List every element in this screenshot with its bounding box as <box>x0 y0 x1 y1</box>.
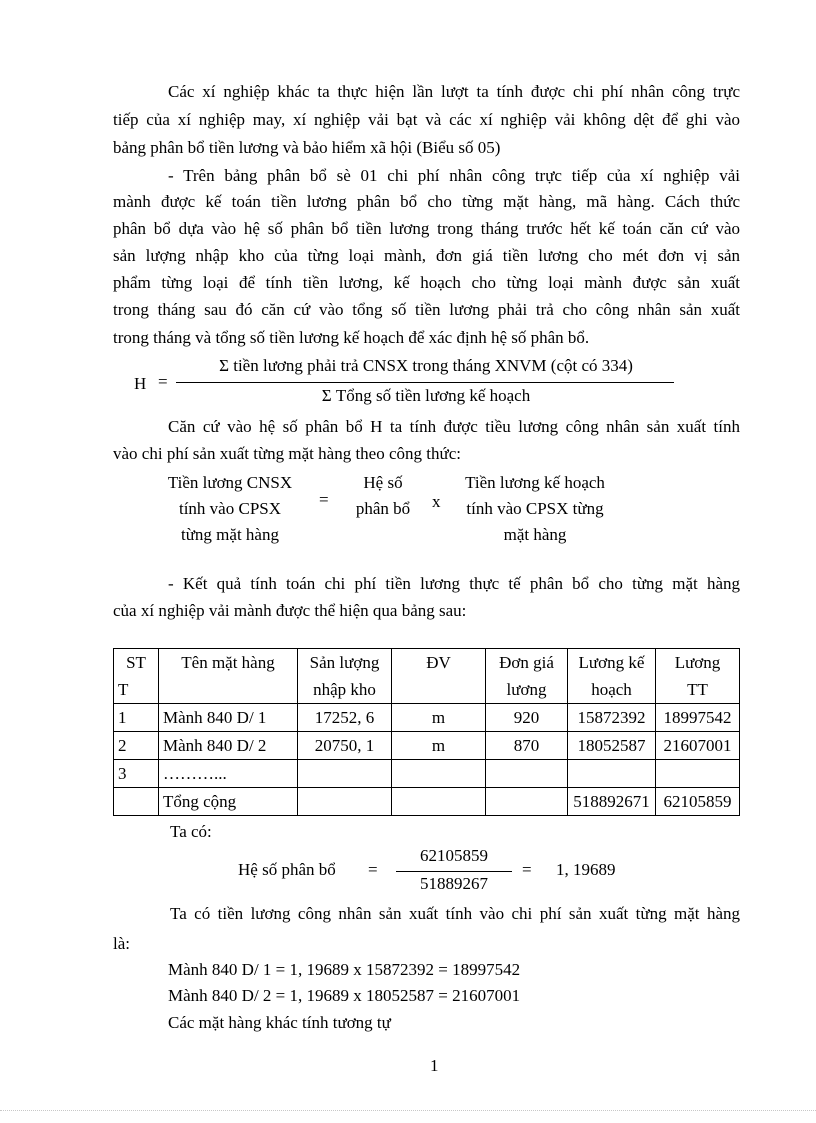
formula2-equals: = <box>319 490 329 509</box>
ta-co-label: Ta có: <box>170 822 212 841</box>
para2-line-5: phẩm từng loại để tính tiền lương, kế hoạch cho từng loại mành được sản xuất <box>113 273 740 292</box>
header-luong-ke-hoach: Lương kế hoạch <box>568 649 656 704</box>
formula2-term-b <box>346 470 420 522</box>
para2-line-2: mành được kế toán tiền lương phân bổ cho từng mặt hàng, mã hàng. Cách thức <box>113 192 740 211</box>
formula2-term-a-line: từng mặt hàng <box>181 525 279 544</box>
para4-line-1: - Kết quả tính toán chi phí tiền lương thực tế phân bổ cho từng mặt hàng <box>168 574 740 593</box>
formula2-times: x <box>432 492 441 511</box>
cell-name: Mành 840 D/ 1 <box>159 704 298 732</box>
cell-name: Mành 840 D/ 2 <box>159 732 298 760</box>
cell-total-label: Tổng cộng <box>159 788 298 816</box>
para4-line-2: của xí nghiệp vải mành được thể hiện qua bảng sau: <box>113 601 467 620</box>
para1-line-1: Các xí nghiệp khác ta thực hiện lần lượt ta tính được chi phí nhân công trực <box>168 82 740 101</box>
cell-total-planned-wage: 518892671 <box>568 788 656 816</box>
header-dv: ĐV <box>392 649 486 704</box>
cell-quantity: 20750, 1 <box>298 732 392 760</box>
cell-unit-price: 870 <box>486 732 568 760</box>
formula2-term-b-line: Hệ số <box>363 473 403 492</box>
calc-line-2: Mành 840 D/ 2 = 1, 19689 x 18052587 = 21607001 <box>168 986 521 1005</box>
formula3-denominator: 51889267 <box>420 874 488 893</box>
header-san-luong: Sản lượng nhập kho <box>298 649 392 704</box>
page-bottom-divider <box>0 1110 816 1111</box>
cell-planned-wage: 18052587 <box>568 732 656 760</box>
calc-line-3: Các mặt hàng khác tính tương tự <box>168 1013 391 1032</box>
cell-unit-price <box>486 788 568 816</box>
para5-line-2: là: <box>113 934 130 953</box>
formula3-result: 1, 19689 <box>556 860 616 879</box>
wage-allocation-table <box>113 648 740 816</box>
formula2-term-c-line: Tiền lương kế hoạch <box>465 473 605 492</box>
formula3-equals: = <box>368 860 378 879</box>
cell-quantity: 17252, 6 <box>298 704 392 732</box>
cell-actual-wage: 18997542 <box>656 704 740 732</box>
cell-unit-price: 920 <box>486 704 568 732</box>
cell-stt: 3 <box>114 760 159 788</box>
cell-planned-wage: 15872392 <box>568 704 656 732</box>
table-total-row <box>114 788 740 816</box>
para2-line-3: phân bổ dựa vào hệ số phân bổ tiền lương trong tháng trước hết kế toán căn cứ vào <box>113 219 740 238</box>
table-row <box>114 760 740 788</box>
formula2-term-c <box>450 470 620 548</box>
formula3-numerator: 62105859 <box>420 846 488 865</box>
cell-unit <box>392 788 486 816</box>
para5-line-1: Ta có tiền lương công nhân sản xuất tính vào chi phí sản xuất từng mặt hàng <box>170 904 740 923</box>
para2-line-6: trong tháng sau đó căn cứ vào tổng số tiền lương phải trả cho công nhân sản xuất <box>113 300 740 319</box>
cell-name: ………... <box>159 760 298 788</box>
header-ten-mat-hang: Tên mặt hàng <box>159 649 298 704</box>
para2-line-4: sản lượng nhập kho của từng loại mành, đơn giá tiền lương cho mét đơn vị sản <box>113 246 740 265</box>
cell-unit: m <box>392 704 486 732</box>
table-row <box>114 732 740 760</box>
header-don-gia: Đơn giá lương <box>486 649 568 704</box>
formula-h-denominator: Σ Tổng số tiền lương kế hoạch <box>321 386 531 405</box>
formula2-term-a-line: tính vào CPSX <box>178 499 282 518</box>
para2-line-1: - Trên bảng phân bổ sè 01 chi phí nhân công trực tiếp của xí nghiệp vải <box>168 166 740 185</box>
formula2-term-c-line: tính vào CPSX từng <box>466 499 604 518</box>
para1-line-3: bảng phân bổ tiền lương và bảo hiểm xã hội (Biểu số 05) <box>113 138 501 157</box>
cell-unit <box>392 760 486 788</box>
formula-h-fraction-bar <box>176 382 674 383</box>
cell-stt <box>114 788 159 816</box>
table-header-row <box>114 649 740 704</box>
formula3-label: Hệ số phân bổ <box>238 860 336 879</box>
calc-line-1: Mành 840 D/ 1 = 1, 19689 x 15872392 = 18997542 <box>168 960 521 979</box>
formula2-term-a <box>162 470 298 548</box>
cell-actual-wage <box>656 760 740 788</box>
cell-stt: 1 <box>114 704 159 732</box>
formula2-term-b-line: phân bổ <box>355 499 411 518</box>
para3-line-2: vào chi phí sản xuất từng mặt hàng theo công thức: <box>113 444 461 463</box>
cell-quantity <box>298 788 392 816</box>
para2-line-7: trong tháng và tổng số tiền lương kế hoạch để xác định hệ số phân bổ. <box>113 328 590 347</box>
formula-h-numerator: Σ tiền lương phải trả CNSX trong tháng XNVM (cột có 334) <box>219 356 633 375</box>
cell-planned-wage <box>568 760 656 788</box>
formula2-term-c-line: mặt hàng <box>503 525 567 544</box>
cell-actual-wage: 21607001 <box>656 732 740 760</box>
page-number: 1 <box>430 1056 439 1075</box>
header-luong-tt: Lương TT <box>656 649 740 704</box>
formula3-fraction-bar <box>396 871 512 872</box>
formula3-equals-2: = <box>522 860 532 879</box>
formula-h-lhs: H <box>134 374 147 393</box>
formula2-term-a-line: Tiền lương CNSX <box>167 473 293 492</box>
table-row <box>114 704 740 732</box>
cell-unit: m <box>392 732 486 760</box>
cell-unit-price <box>486 760 568 788</box>
cell-total-actual-wage: 62105859 <box>656 788 740 816</box>
formula-h-equals: = <box>158 372 168 391</box>
header-stt: ST T <box>114 649 159 704</box>
para1-line-2: tiếp của xí nghiệp may, xí nghiệp vải bạt và các xí nghiệp vải không dệt để ghi vào <box>113 110 740 129</box>
cell-quantity <box>298 760 392 788</box>
cell-stt: 2 <box>114 732 159 760</box>
para3-line-1: Căn cứ vào hệ số phân bổ H ta tính được tiều lương công nhân sản xuất tính <box>168 417 740 436</box>
